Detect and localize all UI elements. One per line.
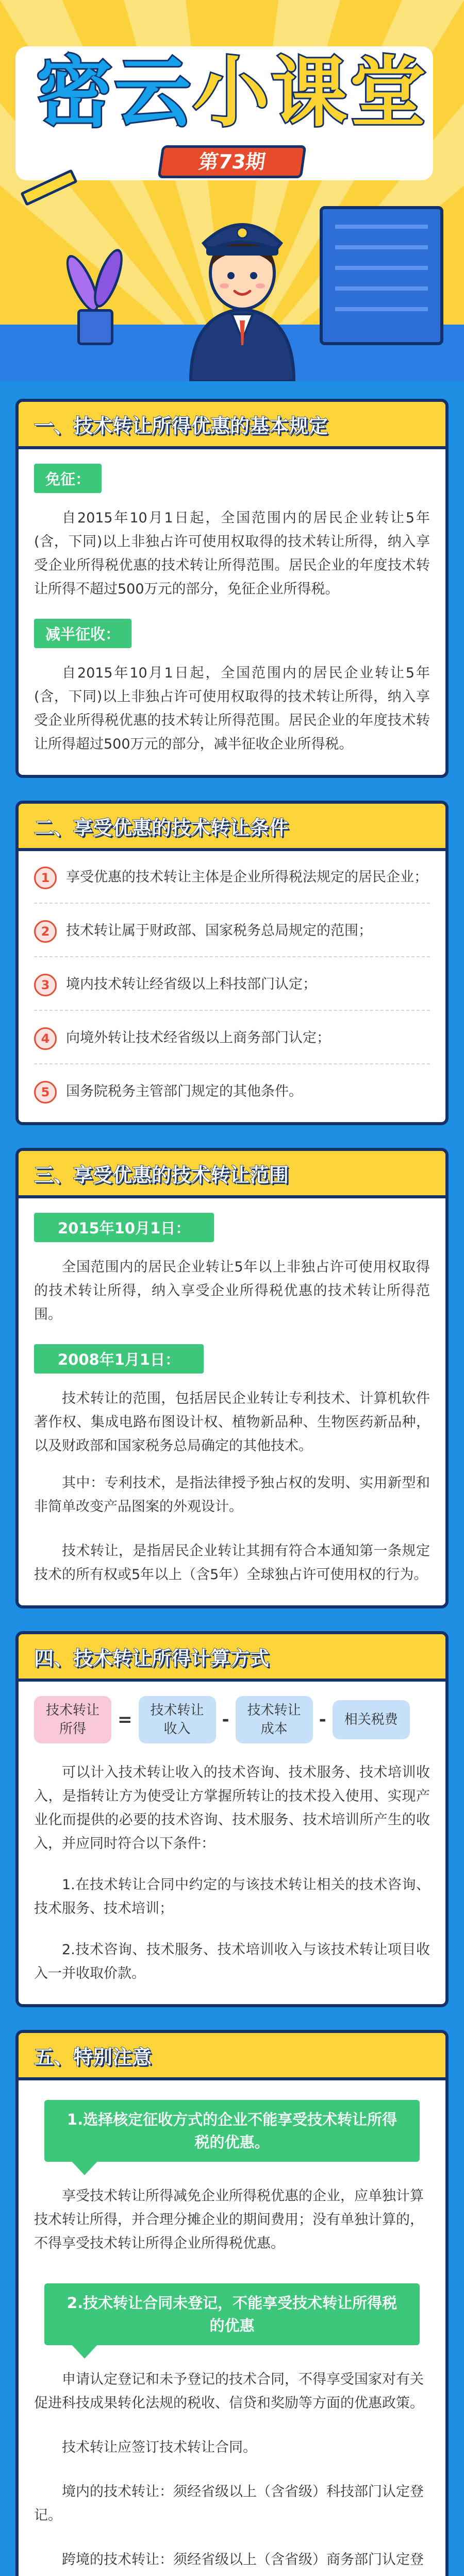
- title-part-2: 小课堂: [193, 48, 428, 137]
- condition-text: 享受优惠的技术转让主体是企业所得税法规定的居民企业；: [66, 869, 428, 885]
- note-text: 申请认定登记和未予登记的技术合同，不得享受国家对有关促进科技成果转化法规的税收、信贷和奖励等方面的优惠政策。: [34, 2371, 424, 2411]
- condition-text: 国务院税务主管部门规定的其他条件。: [66, 1083, 303, 1099]
- section-title: 五、特别注意: [19, 2033, 445, 2080]
- plant-pot-icon: [77, 309, 113, 345]
- condition-item: [34, 919, 430, 943]
- rule-tag: 免征：: [34, 464, 102, 493]
- calc-text: 1.在技术转让合同中约定的与该技术转让相关的技术咨询、技术服务、技术培训；: [34, 1877, 430, 1917]
- chalkboard-icon: [320, 206, 443, 345]
- condition-number: 5: [34, 1081, 57, 1104]
- note-text: 跨境的技术转让：须经省级以上（含省级）商务部门认定登: [62, 2552, 424, 2568]
- condition-text: 技术转让属于财政部、国家税务总局规定的范围；: [66, 923, 372, 939]
- rule-text: 自2015年10月1日起，全国范围内的居民企业转让5年(含，下同)以上非独占许可使用权取得的技术转让所得，纳入享受企业所得税优惠的技术转让所得范围。居民企业的年度技术转让所得超过500万元的部分，减半征收企业所得税。: [34, 665, 430, 752]
- section-basic-rules: [15, 399, 449, 778]
- divider: [34, 1010, 430, 1011]
- note-text: 境内的技术转让：须经省级以上（含省级）科技部门认定登记。: [34, 2484, 424, 2523]
- formula-revenue: 技术转让收入: [139, 1696, 216, 1743]
- section-scope: [15, 1148, 449, 1608]
- section-title: 四、技术转让所得计算方式: [19, 1634, 445, 1682]
- formula-cost: 技术转让成本: [236, 1696, 313, 1743]
- section-calculation: [15, 1631, 449, 2007]
- content-wrapper: [0, 399, 464, 2576]
- rule-text: 自2015年10月1日起，全国范围内的居民企业转让5年(含，下同)以上非独占许可使用权取得的技术转让所得，纳入享受企业所得税优惠的技术转让所得范围。居民企业的年度技术转让所得不超过500万元的部分，免征企业所得税。: [34, 510, 430, 597]
- condition-text: 向境外转让技术经省级以上商务部门认定；: [66, 1030, 330, 1046]
- section-body: [19, 449, 445, 775]
- scope-text: 技术转让，是指居民企业转让其拥有符合本通知第一条规定技术的所有权或5年以上（含5年）全球独占许可使用权的行为。: [34, 1543, 430, 1583]
- scope-text: 技术转让的范围，包括居民企业转让专利技术、计算机软件著作权、集成电路布图设计权、植物新品种、生物医药新品种，以及财政部和国家税务总局确定的其他技术。: [34, 1391, 430, 1454]
- note-text: 技术转让应签订技术转让合同。: [62, 2439, 257, 2455]
- note-text: 享受技术转让所得减免企业所得税优惠的企业，应单独计算技术转让所得，并合理分摊企业的期间费用；没有单独计算的，不得享受技术转让所得企业所得税优惠。: [34, 2188, 424, 2251]
- scope-text: 其中：专利技术，是指法律授予独占权的发明、实用新型和非简单改变产品图案的外观设计。: [34, 1475, 430, 1515]
- section-body: [19, 1198, 445, 1605]
- formula-income: 技术转让所得: [34, 1696, 111, 1743]
- condition-item: [34, 973, 430, 996]
- section-conditions: [15, 801, 449, 1125]
- section-special-notes: [15, 2030, 449, 2576]
- condition-item: [34, 1026, 430, 1050]
- page-title: [0, 49, 464, 137]
- scope-text: 全国范围内的居民企业转让5年以上非独占许可使用权取得的技术转让所得，纳入享受企业所得税优惠的技术转让所得范围。: [34, 1259, 430, 1323]
- condition-number: 3: [34, 974, 57, 996]
- condition-number: 2: [34, 920, 57, 943]
- title-part-1: 密云: [36, 48, 193, 137]
- condition-number: 1: [34, 867, 57, 889]
- date-tag: 2015年10月1日：: [34, 1213, 214, 1242]
- rule-tag: 减半征收：: [34, 619, 131, 648]
- condition-item: [34, 1080, 430, 1104]
- issue-badge: 第73期: [158, 145, 307, 178]
- formula-minus: -: [222, 1709, 229, 1730]
- formula-equals: =: [118, 1709, 132, 1730]
- rule-block: [34, 619, 430, 756]
- calc-text: 可以计入技术转让收入的技术咨询、技术服务、技术培训收入，是指转让方为使受让方掌握所转让的技术投入使用、实现产业化而提供的必要的技术咨询、技术服务、技术培训所产生的收入，并应同时符合以下条件：: [34, 1765, 430, 1852]
- section-title: 二、享受优惠的技术转让条件: [19, 804, 445, 851]
- note-callout: 2.技术转让合同未登记，不能享受技术转让所得税的优惠: [44, 2283, 420, 2345]
- section-body: [19, 1682, 445, 2004]
- formula-taxes: 相关税费: [333, 1700, 410, 1739]
- rule-block: [34, 464, 430, 601]
- tax-officer-illustration: [175, 185, 309, 381]
- condition-text: 境内技术转让经省级以上科技部门认定；: [66, 976, 317, 992]
- section-body: [19, 851, 445, 1122]
- date-tag: 2008年1月1日：: [34, 1344, 204, 1374]
- condition-number: 4: [34, 1027, 57, 1050]
- condition-item: [34, 866, 430, 889]
- note-callout: 1.选择核定征收方式的企业不能享受技术转让所得税的优惠。: [44, 2100, 420, 2162]
- calc-text: 2.技术咨询、技术服务、技术培训收入与该技术转让项目收入一并收取价款。: [34, 1942, 430, 1981]
- divider: [34, 1063, 430, 1064]
- hero-banner: [0, 0, 464, 381]
- divider: [34, 903, 430, 904]
- section-body: [19, 2080, 445, 2576]
- formula-minus: -: [319, 1709, 326, 1730]
- divider: [34, 956, 430, 957]
- section-title: 三、享受优惠的技术转让范围: [19, 1151, 445, 1198]
- section-title: 一、技术转让所得优惠的基本规定: [19, 402, 445, 449]
- formula: [34, 1696, 430, 1743]
